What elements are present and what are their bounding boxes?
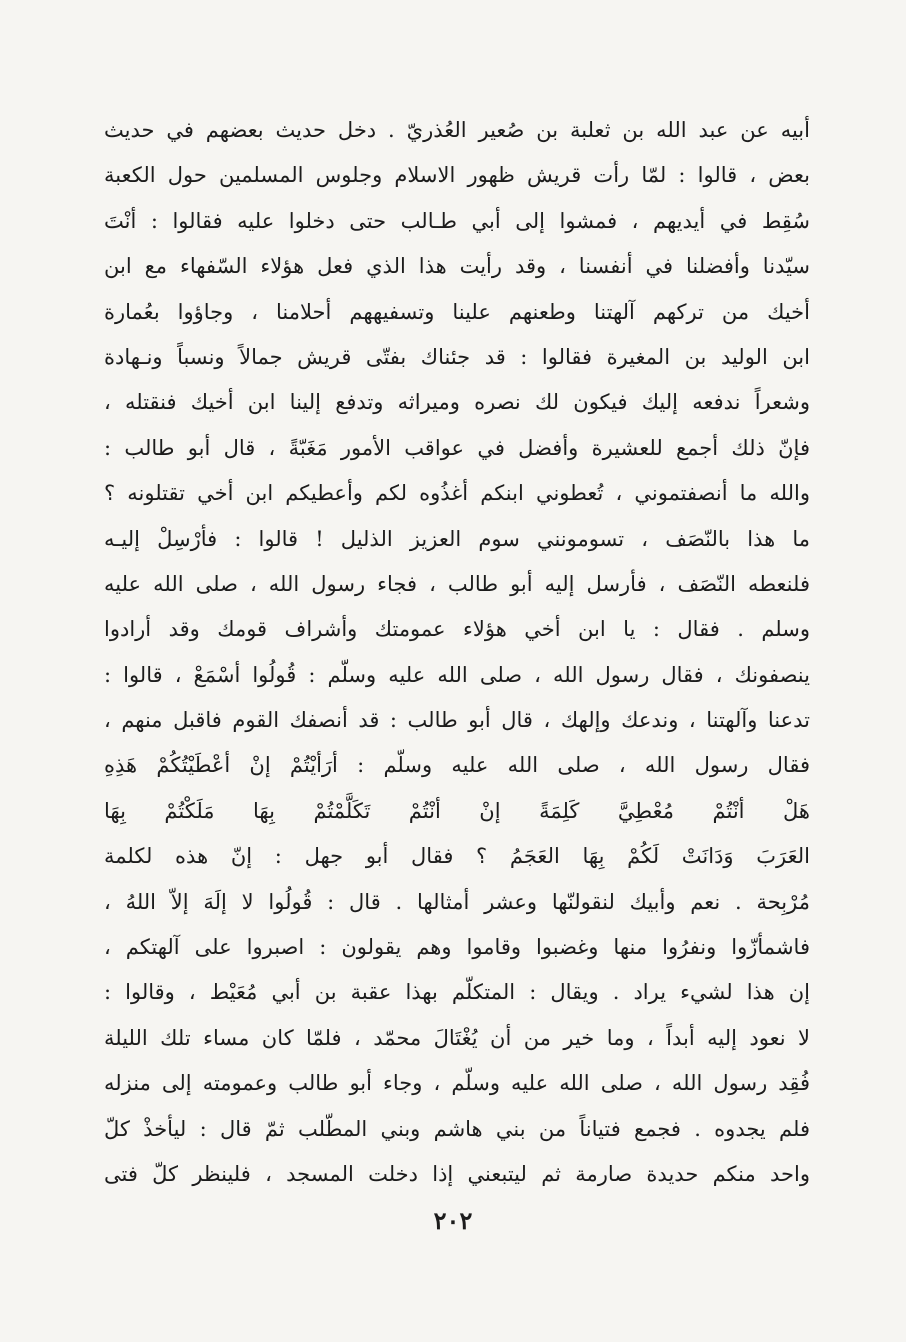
text-line: هَلْ أنْتُمْ مُعْطِيَّ كَلِمَةً إنْ أنْتُمْ تَكَلَّمْتُمْ بِهَا مَلَكْتُمْ بِهَا	[104, 798, 810, 823]
text-line: والله ما أنصفتموني ، تُعطوني ابنكم أغذُوه لكم وأعطيكم ابن أخي تقتلونه ؟	[104, 481, 810, 506]
page-number: ٢٠٢	[433, 1206, 473, 1235]
text-line: ينصفونك ، فقال رسول الله ، صلى الله عليه وسلّم : قُولُوا أسْمَعْ ، قالوا :	[104, 662, 810, 687]
text-line: أخيك من تركهم آلهتنا وطعنهم علينا وتسفيههم أحلامنا ، وجاؤوا بعُمارة	[104, 299, 810, 324]
text-line: فلنعطه النّصَف ، فأرسل إليه أبو طالب ، فجاء رسول الله ، صلى الله عليه	[104, 571, 810, 596]
text-line: مُرْبِحة . نعم وأبيك لنقولنّها وعشر أمثالها . قال : قُولُوا لا إلَهَ إلاّ اللهُ ،	[104, 889, 810, 914]
text-line: سيّدنا وأفضلنا في أنفسنا ، وقد رأيت هذا الذي فعل هؤلاء السّفهاء مع ابن	[104, 254, 810, 279]
text-line: فقال رسول الله ، صلى الله عليه وسلّم : أرَأيْتُمْ إنْ أعْطَيْتُكُمْ هَذِهِ	[104, 753, 810, 778]
text-line: أبيه عن عبد الله بن ثعلبة بن صُعير العُذريّ . دخل حديث بعضهم في حديث	[104, 118, 810, 142]
text-line: إن هذا لشيء يراد . ويقال : المتكلّم بهذا عقبة بن أبي مُعَيْط ، وقالوا :	[104, 980, 810, 1005]
text-line: لا نعود إليه أبداً ، وما خير من أن يُغْتَالَ محمّد ، فلمّا كان مساء تلك الليلة	[104, 1025, 810, 1050]
text-line: واحد منكم حديدة صارمة ثم ليتبعني إذا دخلت المسجد ، فلينظر كلّ فتى	[104, 1161, 810, 1186]
text-line: فاشمأزّوا ونفرُوا منها وغضبوا وقاموا وهم يقولون : اصبروا على آلهتكم ،	[104, 935, 810, 960]
text-line: ابن الوليد بن المغيرة فقالوا : قد جئناك بفتّى قريش جمالاً ونسباً ونـهادة	[104, 344, 810, 369]
text-line: وسلم . فقال : يا ابن أخي هؤلاء عمومتك وأشراف قومك وقد أرادوا	[104, 617, 810, 642]
text-line: سُقِط في أيديهم ، فمشوا إلى أبي طـالب حتى دخلوا عليه فقالوا : أنْتَ	[104, 208, 810, 233]
text-line: تدعنا وآلهتنا ، وندعك وإلهك ، قال أبو طالب : قد أنصفك القوم فاقبل منهم ،	[104, 708, 810, 733]
text-line: فلم يجدوه . فجمع فتياناً من بني هاشم وبني المطّلب ثمّ قال : ليأخذْ كلّ	[104, 1116, 810, 1141]
text-line: وشعراً ندفعه إليك فيكون لك نصره وميراثه وتدفع إلينا ابن أخيك فنقتله ،	[104, 390, 810, 415]
text-line: ما هذا بالنّصَف ، تسومونني سوم العزيز الذليل ! قالوا : فأرْسِلْ إليـه	[104, 526, 810, 551]
text-line: بعض ، قالوا : لمّا رأت قريش ظهور الاسلام وجلوس المسلمين حول الكعبة	[104, 163, 810, 188]
text-line: فإنّ ذلك أجمع للعشيرة وأفضل في عواقب الأمور مَغَبّةً ، قال أبو طالب :	[104, 435, 810, 460]
body-text	[104, 108, 810, 1197]
text-line: العَرَبَ وَدَانَتْ لَكُمْ بِهَا العَجَمُ ؟ فقال أبو جهل : إنّ هذه لكلمة	[104, 844, 810, 869]
text-line: فُقِد رسول الله ، صلى الله عليه وسلّم ، وجاء أبو طالب وعمومته إلى منزله	[104, 1071, 810, 1096]
